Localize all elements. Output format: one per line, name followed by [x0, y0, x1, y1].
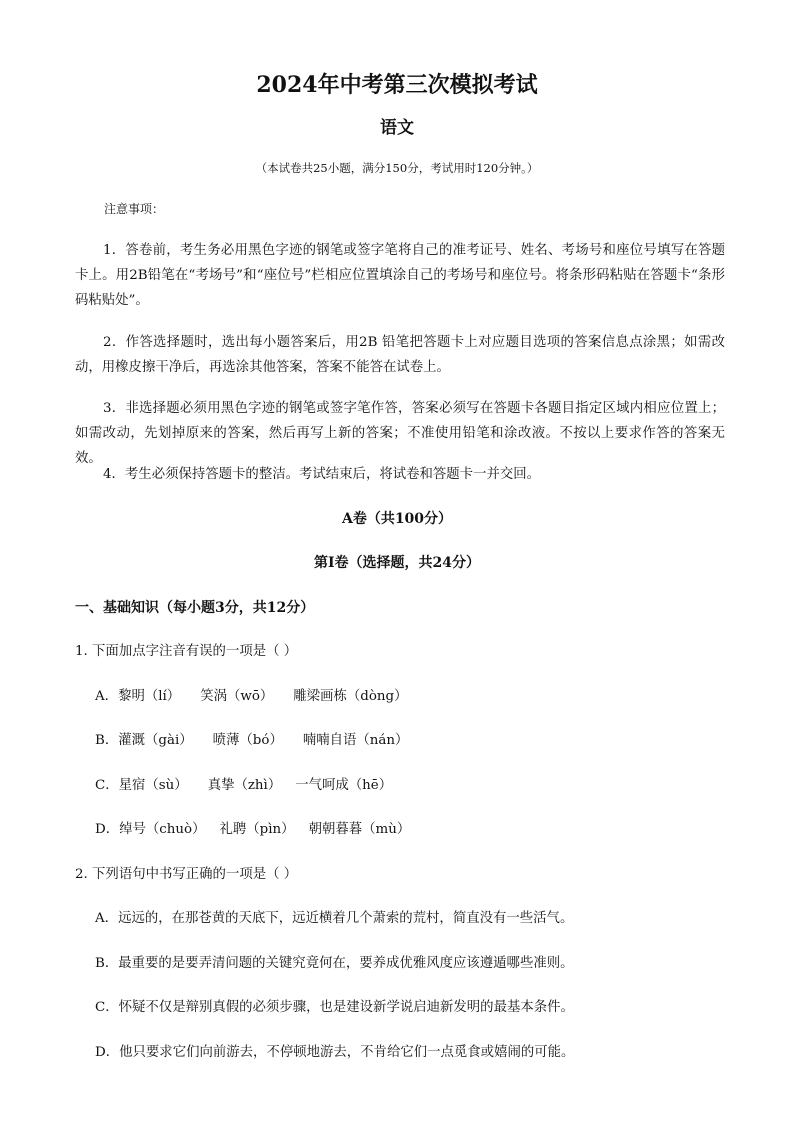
option-word: 笑涡（wō）: [200, 689, 274, 704]
notice-item-3-text: 3．非选择题必须用黑色字迹的钢笔或签字笔作答，答案必须写在答题卡各题目指定区域内相应位置上；如需改动，先划掉原来的答案，然后再写上新的答案；不准使用铅笔和涂改液。不按以上要求作答的答案无效。: [75, 401, 725, 466]
exam-note: （本试卷共25小题，满分150分，考试用时120分钟。）: [255, 161, 539, 175]
section-basic-knowledge: 一、基础知识（每小题3分，共12分）: [75, 600, 315, 616]
notice-item-2-text: 2．作答选择题时，选出每小题答案后，用2B 铅笔把答题卡上对应题目选项的答案信息点涂黑；如需改动，用橡皮擦干净后，再选涂其他答案，答案不能答在试卷上。: [75, 335, 725, 375]
option-label: B．: [95, 956, 119, 971]
notice-item-3: [75, 396, 725, 471]
q1-option-b: [95, 730, 408, 752]
question-1-stem: 1. 下面加点字注音有误的一项是（ ）: [75, 644, 298, 659]
q1-option-a: [95, 686, 407, 708]
option-word: 星宿（sù）: [118, 778, 188, 793]
option-word: 喃喃自语（nán）: [302, 733, 409, 748]
option-word: 一气呵成（hē）: [295, 778, 393, 793]
option-label: C．: [95, 1000, 119, 1015]
option-text: 最重要的是要弄清问题的关键究竟何在，要养成优雅风度应该遵遁哪些准则。: [118, 956, 574, 971]
option-word: 真挚（zhì）: [207, 778, 282, 793]
option-word: 绰号（chuò）: [119, 822, 206, 837]
option-text: 远远的，在那苍黄的天底下，远近横着几个萧索的荒村，简直没有一些活气。: [118, 911, 574, 926]
option-word: 黎明（lí）: [118, 689, 181, 704]
exam-subject: 语文: [380, 118, 414, 138]
option-word: 雕梁画栋（dòng）: [293, 689, 408, 704]
option-word: 朝朝暮暮（mù）: [308, 822, 411, 837]
section-a-volume: A卷（共100分）: [341, 511, 453, 527]
option-label: D．: [95, 1045, 120, 1060]
notice-item-4-text: 4．考生必须保持答题卡的整洁。考试结束后，将试卷和答题卡一并交回。: [103, 467, 541, 482]
option-label: A．: [95, 911, 119, 926]
notice-item-2: [75, 330, 725, 380]
section-part-one: 第I卷（选择题，共24分）: [313, 555, 481, 571]
option-label: B．: [95, 733, 119, 748]
question-2-stem: 2. 下列语句中书写正确的一项是（ ）: [75, 867, 298, 882]
q2-option-d: [95, 1042, 574, 1064]
q1-option-c: [95, 775, 392, 797]
option-word: 喷薄（bó）: [212, 733, 283, 748]
notice-item-4: [75, 462, 725, 487]
notice-item-1: [75, 238, 725, 313]
q1-option-d: [95, 819, 410, 841]
q2-option-c: [95, 997, 574, 1019]
notice-heading: 注意事项：: [104, 202, 165, 216]
notice-item-1-text: 1．答卷前，考生务必用黑色字迹的钢笔或签字笔将自己的准考证号、姓名、考场号和座位号填写在答题卡上。用2B铅笔在“考场号”和“座位号”栏相应位置填涂自己的考场号和座位号。将条形码粘贴在答题卡“条形码粘贴处”。: [75, 243, 725, 308]
q2-option-b: [95, 953, 574, 975]
option-text: 怀疑不仅是辩别真假的必须步骤，也是建设新学说启迪新发明的最基本条件。: [118, 1000, 574, 1015]
option-label: D．: [95, 822, 120, 837]
option-label: A．: [95, 689, 119, 704]
option-label: C．: [95, 778, 119, 793]
exam-title: 2024年中考第三次模拟考试: [256, 72, 538, 98]
q2-option-a: [95, 908, 573, 930]
option-text: 他只要求它们向前游去，不停顿地游去，不肯给它们一点觅食或嬉闹的可能。: [119, 1045, 575, 1060]
option-word: 礼聘（pìn）: [219, 822, 295, 837]
option-word: 灌溉（gài）: [118, 733, 193, 748]
